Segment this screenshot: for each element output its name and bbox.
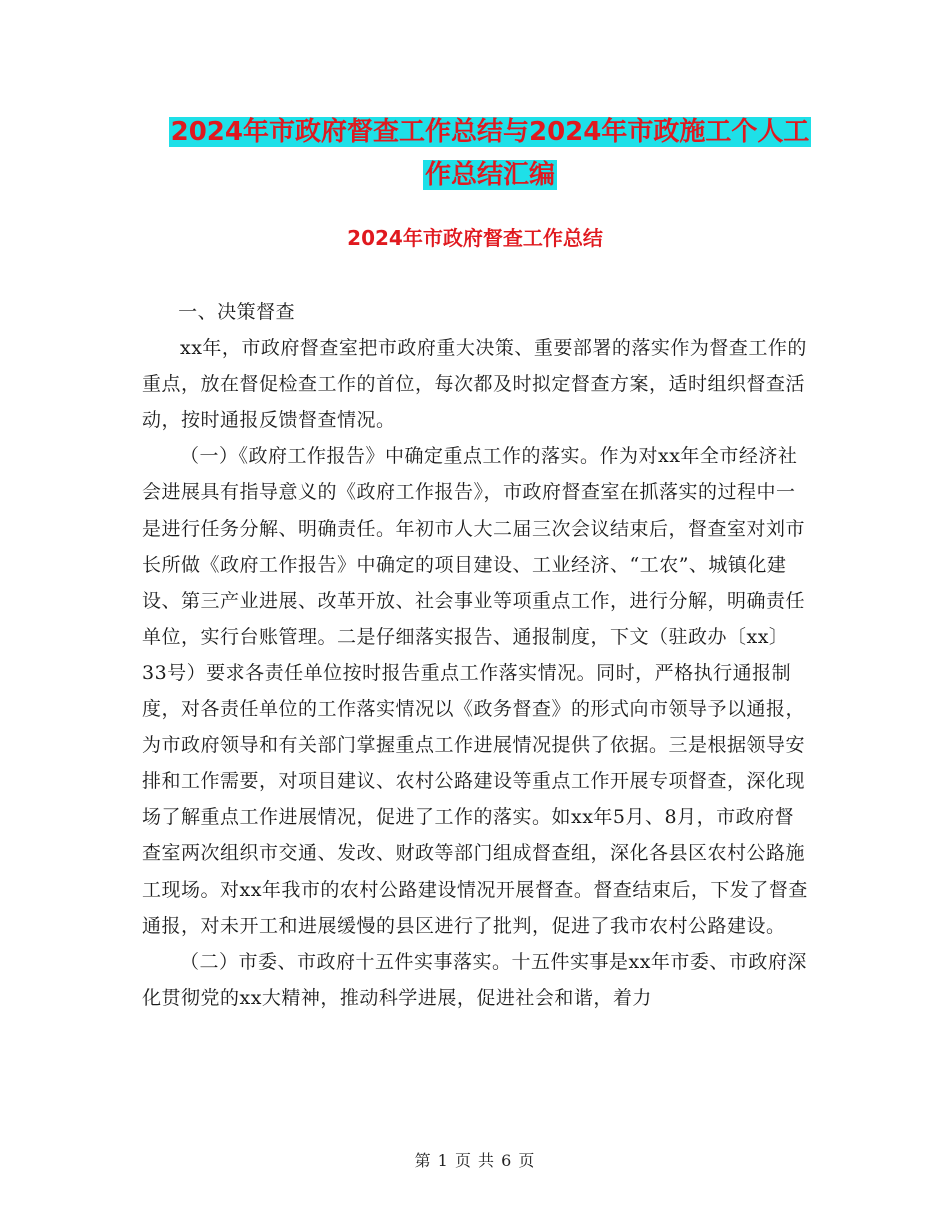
paragraph-1: xx年，市政府督查室把市政府重大决策、重要部署的落实作为督查工作的重点，放在督促检查工作的首位，每次都及时拟定督查方案，适时组织督查活动，按时通报反馈督查情况。 — [142, 337, 807, 432]
page-footer: 第 1 页 共 6 页 — [414, 1151, 536, 1170]
title-highlight: 2024年市政府督查工作总结与2024年市政施工个人工 — [170, 117, 810, 147]
document-title-line-1 — [140, 110, 840, 154]
section-title: 2024年市政府督查工作总结 — [347, 226, 603, 250]
document-title-line-2 — [140, 153, 840, 197]
heading-decision-supervision: 一、决策督查 — [178, 301, 296, 323]
paragraph-2: （一）《政府工作报告》中确定重点工作的落实。作为对xx年全市经济社会进展具有指导意义的《政府工作报告》，市政府督查室在抓落实的过程中一是进行任务分解、明确责任。年初市人大二届三次会议结束后，督查室对刘市长所做《政府工作报告》中确定的项目建设、工业经济、“工农”、城镇化建设、第三产业进展、改革开放、社会事业等项重点工作，进行分解，明确责任单位，实行台账管理。二是仔细落实报告、通报制度，下文（驻政办〔xx〕33号）要求各责任单位按时报告重点工作落实情况。同时，严格执行通报制度，对各责任单位的工作落实情况以《政务督查》的形式向市领导予以通报，为市政府领导和有关部门掌握重点工作进展情况提供了依据。三是根据领导安排和工作需要，对项目建议、农村公路建设等重点工作开展专项督查，深化现场了解重点工作进展情况，促进了工作的落实。如xx年5月、8月，市政府督查室两次组织市交通、发改、财政等部门组成督查组，深化各县区农村公路施工现场。对xx年我市的农村公路建设情况开展督查。督查结束后，下发了督查通报，对未开工和进展缓慢的县区进行了批判，促进了我市农村公路建设。 — [142, 445, 808, 937]
body-text — [142, 294, 812, 1016]
paragraph-3: （二）市委、市政府十五件实事落实。十五件实事是xx年市委、市政府深化贯彻党的xx大精神，推动科学进展，促进社会和谐，着力 — [142, 950, 807, 1009]
title-highlight: 作总结汇编 — [424, 160, 555, 190]
